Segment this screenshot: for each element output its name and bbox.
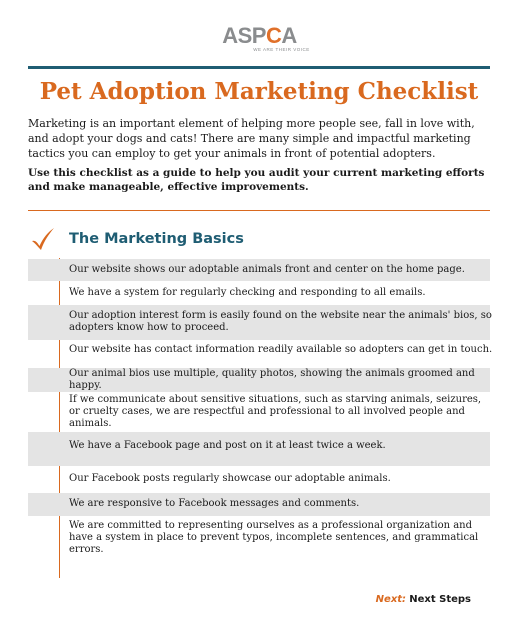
checklist-item-text: Our website shows our adoptable animals front and center on the home page. [69,264,465,275]
checklist-item [28,368,490,392]
checklist-item [28,432,490,466]
section-title: The Marketing Basics [69,231,244,247]
checklist-item-text: We are committed to representing ourselves as a professional organization and have a system in place to prevent typos, incomplete sentences, and grammatical errors. [69,520,479,555]
checklist-item-text: Our website has contact information readily available so adopters can get in touch. [69,344,493,355]
next-label: Next: [375,594,407,605]
checklist-item [28,392,490,432]
checklist-item-text: We have a Facebook page and post on it at least twice a week. [69,440,386,451]
checklist-item [28,259,490,281]
logo-highlight-letter: C [265,23,282,48]
logo-tagline: WE ARE THEIR VOICE [253,47,310,52]
header-rule [28,66,490,69]
checklist-item [28,516,490,555]
checklist-item-text: We have a system for regularly checking and responding to all emails. [69,287,426,298]
checkmark-icon [30,226,56,252]
instruction-text: Use this checklist as a guide to help you audit your current marketing efforts and make manageable, effective improvements. [28,167,485,193]
checklist-item [28,281,490,305]
checklist-item-text: Our adoption interest form is easily found on the website near the animals' bios, so adopters know how to proceed. [69,310,492,333]
page-title: Pet Adoption Marketing Checklist [39,78,479,105]
next-steps-link[interactable] [376,593,471,607]
checklist-item [28,340,493,368]
intro-paragraph: Marketing is an important element of helping more people see, fall in love with, and adopt your dogs and cats! There are many simple and impactful marketing tactics you can employ to get your animals in front of potential adopters. [28,117,475,160]
aspca-logo [0,25,519,53]
checklist-item-text: Our Facebook posts regularly showcase our adoptable animals. [69,473,391,484]
checklist-item-text: We are responsive to Facebook messages and comments. [69,498,360,509]
checklist-item-text: If we communicate about sensitive situations, such as starving animals, seizures, or cruelty cases, we are respectful and professional to all involved people and animals. [69,394,482,429]
checklist-item-text: Our animal bios use multiple, quality photos, showing the animals groomed and happy. [69,368,475,391]
section-divider [28,210,490,211]
checklist-item [28,305,490,340]
logo-wordmark: ASPCA [222,23,297,48]
checklist-item [28,466,490,493]
next-target: Next Steps [409,594,471,605]
checklist-item [28,493,490,516]
